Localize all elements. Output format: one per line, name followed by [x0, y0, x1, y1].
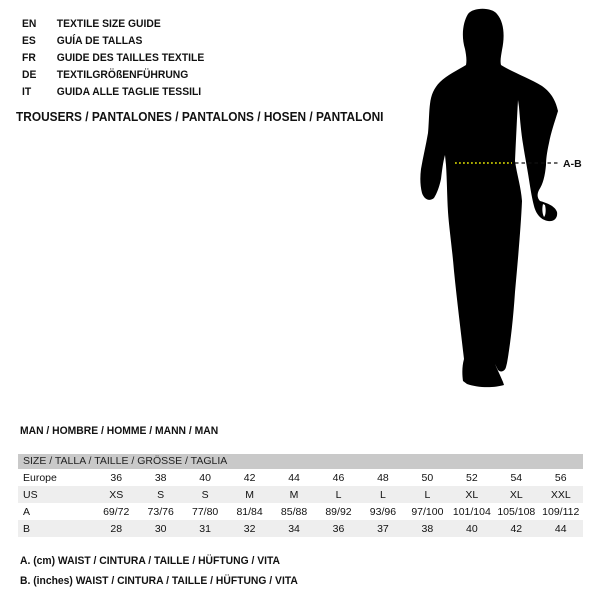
- table-cell: XL: [465, 488, 479, 501]
- footnote-b: B. (inches) WAIST / CINTURA / TAILLE / HÜFTUNG / VITA: [20, 574, 298, 587]
- table-cell: 93/96: [369, 505, 397, 518]
- row-label: Europe: [23, 471, 57, 484]
- man-silhouette-figure: [415, 5, 590, 390]
- language-code: DE: [22, 69, 37, 82]
- table-cell: 54: [510, 471, 523, 484]
- size-table: [18, 454, 583, 537]
- table-cell: 46: [332, 471, 345, 484]
- footnote-a: A. (cm) WAIST / CINTURA / TAILLE / HÜFTUNG / VITA: [20, 555, 281, 567]
- table-cell: 73/76: [147, 505, 174, 518]
- waist-measure-label: A-B: [563, 158, 582, 170]
- language-label: TEXTILE SIZE GUIDE: [56, 17, 161, 30]
- table-cell: 44: [554, 522, 567, 535]
- language-code: IT: [22, 86, 32, 99]
- language-label: GUÍA DE TALLAS: [56, 34, 143, 47]
- table-cell: 38: [421, 522, 434, 535]
- table-cell: 50: [421, 471, 434, 484]
- language-row: [22, 67, 204, 84]
- table-row-b-inches: [18, 520, 583, 537]
- table-cell: 69/72: [103, 505, 130, 518]
- language-row: [22, 32, 204, 49]
- language-code: ES: [22, 34, 36, 47]
- language-code: FR: [22, 51, 36, 64]
- language-row: [22, 49, 204, 66]
- table-cell: 109/112: [542, 505, 580, 518]
- table-cell: S: [157, 488, 165, 501]
- man-silhouette-shape: [420, 9, 558, 387]
- table-cell: 42: [243, 471, 256, 484]
- table-cell: 42: [510, 522, 523, 535]
- table-cell: 77/80: [191, 505, 219, 518]
- language-label: TEXTILGRÖßENFÜHRUNG: [56, 69, 189, 82]
- table-cell: XXL: [550, 488, 571, 501]
- table-cell: 105/108: [497, 505, 536, 518]
- table-cell: S: [201, 488, 209, 501]
- table-cell: M: [289, 488, 299, 501]
- table-cell: 38: [154, 471, 167, 484]
- table-cell: 56: [554, 471, 567, 484]
- language-list: [22, 15, 204, 101]
- table-cell: 30: [154, 522, 167, 535]
- table-cell: 97/100: [411, 505, 444, 518]
- language-row: [22, 15, 204, 32]
- row-label: B: [23, 522, 31, 535]
- table-cell: 81/84: [236, 505, 263, 518]
- table-row-a-cm: [18, 503, 583, 520]
- table-cell: 34: [288, 522, 300, 535]
- row-label: A: [23, 505, 31, 518]
- table-cell: 36: [110, 471, 123, 484]
- table-row-europe: [18, 469, 583, 486]
- table-cell: 48: [377, 471, 389, 484]
- row-label: US: [23, 488, 38, 501]
- table-cell: 89/92: [325, 505, 352, 518]
- section-title-man: MAN / HOMBRE / HOMME / MANN / MAN: [20, 425, 219, 437]
- language-label: GUIDA ALLE TAGLIE TESSILI: [56, 86, 202, 99]
- table-cell: 37: [377, 522, 389, 535]
- measurement-footnotes: [20, 552, 298, 591]
- table-cell: 36: [332, 522, 345, 535]
- table-cell: L: [380, 488, 386, 501]
- table-cell: 32: [243, 522, 256, 535]
- table-cell: 40: [199, 471, 211, 484]
- table-cell: XL: [509, 488, 523, 501]
- table-cell: 85/88: [280, 505, 308, 518]
- language-label: GUIDE DES TAILLES TEXTILE: [56, 51, 205, 64]
- table-cell: 44: [288, 471, 300, 484]
- table-cell: 28: [110, 522, 123, 535]
- size-table-header: SIZE / TALLA / TAILLE / GRÖSSE / TAGLIA: [18, 454, 583, 469]
- table-cell: L: [335, 488, 342, 501]
- category-title: TROUSERS / PANTALONES / PANTALONS / HOSEN / PANTALONI: [16, 110, 384, 124]
- table-row-us: [18, 486, 583, 503]
- man-silhouette-svg: [415, 5, 590, 390]
- table-cell: M: [245, 488, 254, 501]
- table-cell: 40: [466, 522, 478, 535]
- table-cell: 31: [199, 522, 211, 535]
- language-code: EN: [22, 17, 37, 30]
- table-cell: L: [424, 488, 431, 501]
- table-cell: 101/104: [452, 505, 491, 518]
- table-cell: 52: [466, 471, 478, 484]
- table-cell: XS: [109, 488, 124, 501]
- language-row: [22, 84, 204, 101]
